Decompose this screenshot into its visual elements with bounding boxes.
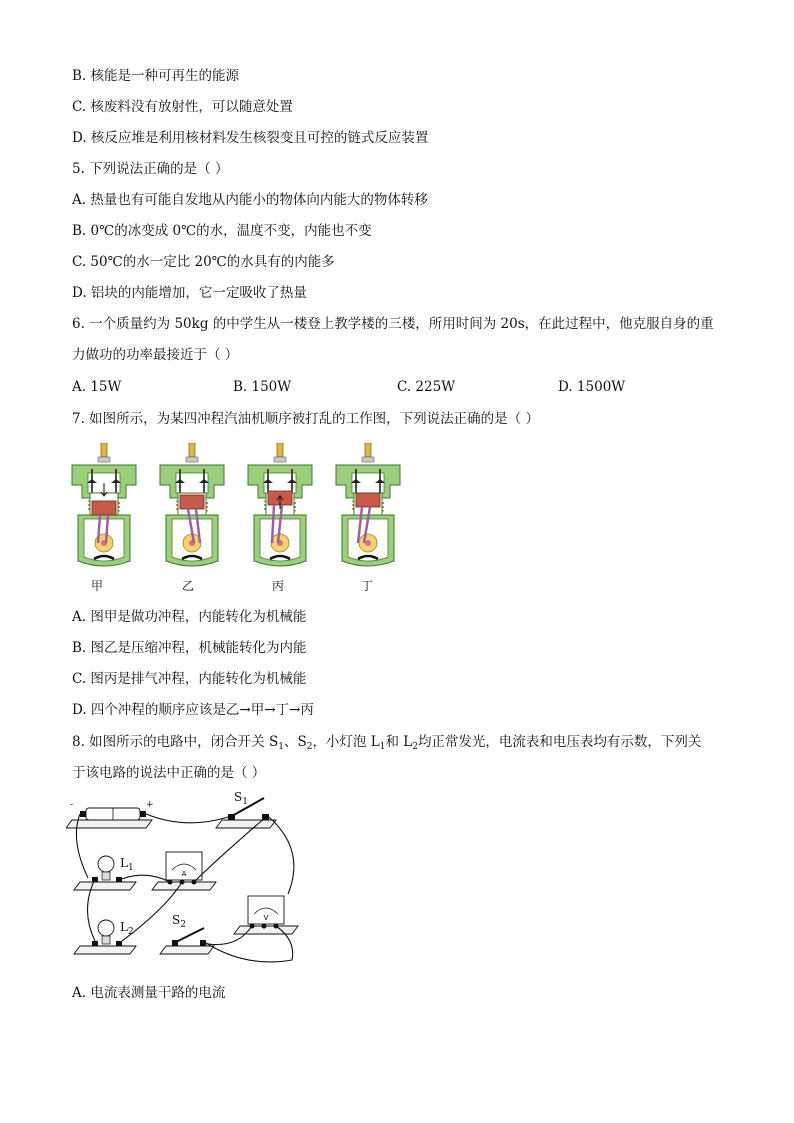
engine-label-yi: 乙	[182, 579, 195, 593]
figure-label-l2-text: L	[120, 920, 128, 934]
figure-label-l1	[120, 856, 134, 873]
q5-stem: 5. 下列说法正确的是（ ）	[72, 161, 229, 177]
q7-stem: 7. 如图所示，为某四冲程汽油机顺序被打乱的工作图，下列说法正确的是（ ）	[72, 411, 539, 427]
q7-option-a: A. 图甲是做功冲程，内能转化为机械能	[72, 609, 307, 625]
figure-label-l1-sub: 1	[127, 863, 134, 873]
q8-stem-text: 、S	[283, 734, 307, 750]
engine-label-bing: 丙	[272, 579, 285, 593]
q6-option-a: A. 15W	[72, 379, 122, 395]
q8-stem-line2: 于该电路的说法中正确的是（ ）	[72, 765, 266, 781]
figure-label-s2-sub: 2	[180, 920, 186, 930]
figure-label-l1-text: L	[120, 856, 128, 870]
battery-minus-label: -	[70, 800, 74, 810]
q7-option-c: C. 图丙是排气冲程，内能转化为机械能	[72, 671, 307, 687]
circuit-figure	[66, 790, 316, 970]
q5-option-b: B. 0℃的冰变成 0℃的水，温度不变，内能也不变	[72, 223, 372, 239]
q5-option-c: C. 50℃的水一定比 20℃的水具有的内能多	[72, 254, 335, 270]
q4-option-b: B. 核能是一种可再生的能源	[72, 68, 240, 84]
q8-stem-text: ，小灯泡 L	[312, 734, 380, 750]
q8-stem-text: 均正常发光，电流表和电压表均有示数，下列关	[417, 734, 702, 750]
q8-option-a: A. 电流表测量干路的电流	[72, 985, 226, 1001]
q8-s2-subscript: 2	[306, 742, 313, 752]
figure-label-s1-sub: 1	[242, 797, 248, 807]
q6-option-c: C. 225W	[397, 379, 456, 395]
q8-l1-subscript: 1	[379, 742, 386, 752]
q6-option-b: B. 150W	[233, 379, 292, 395]
q8-l2-subscript: 2	[412, 742, 418, 752]
engine-ding	[336, 443, 400, 566]
q8-stem-line1	[72, 733, 701, 756]
engine-label-jia: 甲	[91, 579, 104, 593]
battery-plus-label: +	[146, 800, 154, 810]
engine-strokes-figure	[68, 443, 418, 573]
q5-option-d: D. 铝块的内能增加，它一定吸收了热量	[72, 285, 307, 301]
figure-label-s2-text: S	[172, 913, 181, 927]
q4-option-d: D. 核反应堆是利用核材料发生核裂变且可控的链式反应装置	[72, 130, 429, 146]
figure-label-s1-text: S	[234, 790, 243, 804]
svg-text:V: V	[263, 914, 269, 922]
voltmeter	[234, 896, 298, 934]
q4-option-c: C. 核废料没有放射性，可以随意处置	[72, 99, 293, 115]
engine-bing	[248, 443, 312, 566]
engine-yi	[160, 443, 224, 566]
ammeter	[152, 852, 216, 890]
q6-option-d: D. 1500W	[558, 379, 626, 395]
figure-label-s1	[234, 790, 248, 807]
q6-stem-line2: 力做功的功率最接近于（ ）	[72, 347, 239, 363]
figure-label-s2	[172, 913, 186, 930]
q8-stem-text: 8. 如图所示的电路中，闭合开关 S	[72, 734, 279, 750]
figure-label-l2	[120, 920, 134, 937]
figure-label-l2-sub: 2	[127, 927, 134, 937]
engine-label-ding: 丁	[361, 579, 374, 593]
q5-option-a: A. 热量也有可能自发地从内能小的物体向内能大的物体转移	[72, 192, 428, 208]
q8-stem-text: 和 L	[385, 734, 413, 750]
engine-jia	[72, 443, 136, 566]
svg-text:A: A	[181, 870, 187, 878]
q6-stem-line1: 6. 一个质量约为 50kg 的中学生从一楼登上教学楼的三楼，所用时间为 20s，在此过程中，他克服自身的重	[72, 316, 714, 332]
q8-s1-subscript: 1	[278, 742, 284, 752]
switch-s2	[160, 928, 214, 954]
q7-option-d: D. 四个冲程的顺序应该是乙→甲→丁→丙	[72, 702, 314, 718]
q7-option-b: B. 图乙是压缩冲程，机械能转化为内能	[72, 640, 307, 656]
